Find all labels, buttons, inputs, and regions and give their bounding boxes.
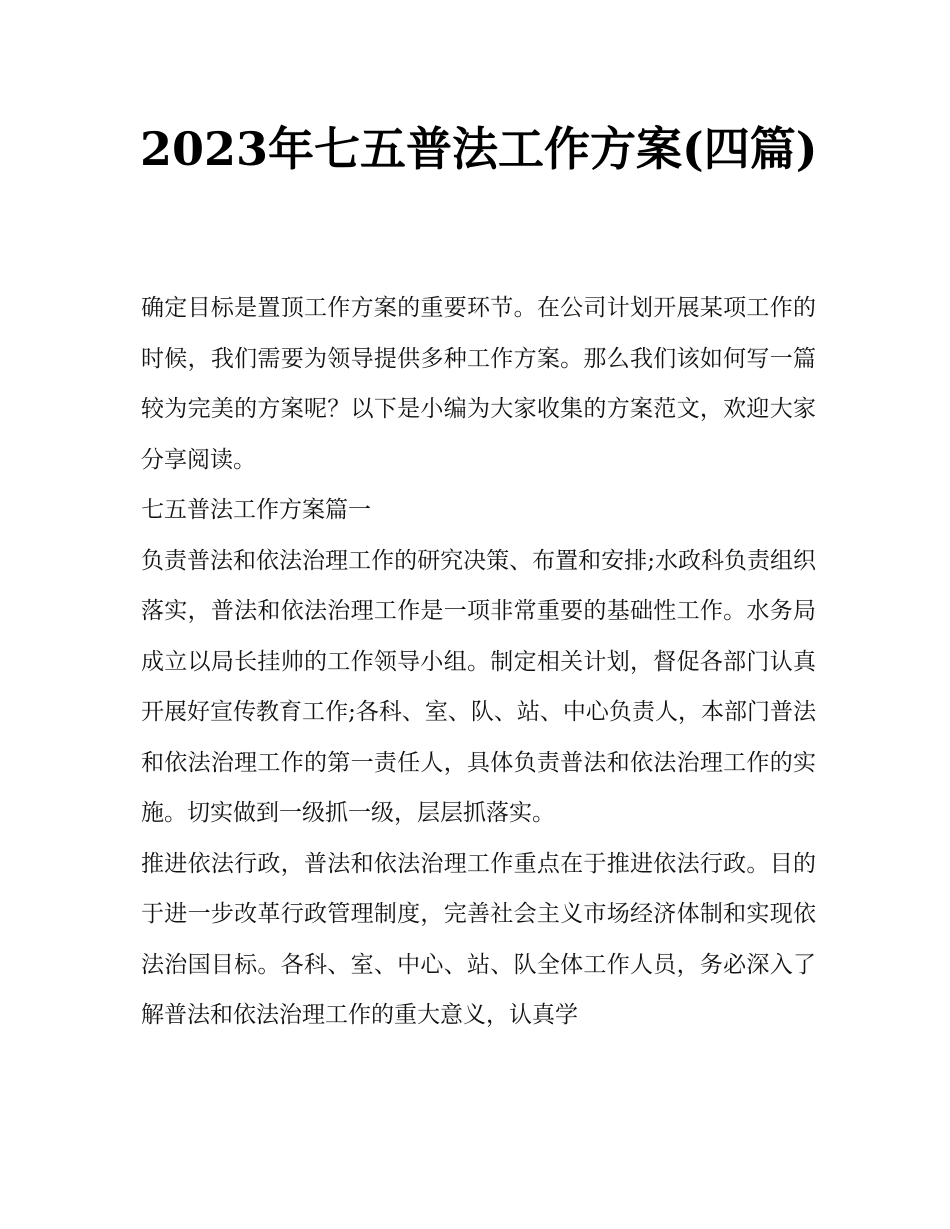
intro-paragraph: 确定目标是置顶工作方案的重要环节。在公司计划开展某项工作的时候，我们需要为领导提供多种工作方案。那么我们该如何写一篇较为完美的方案呢？以下是小编为大家收集的方案范文，欢迎大家分享阅读。: [141, 295, 816, 473]
section-heading: 七五普法工作方案篇一: [141, 497, 371, 523]
document-title: 2023年七五普法工作方案(四篇): [140, 122, 818, 176]
document-body: [141, 283, 816, 1041]
body-paragraph: 推进依法行政，普法和依法治理工作重点在于推进依法行政。目的于进一步改革行政管理制度，完善社会主义市场经济体制和实现依法治国目标。各科、室、中心、站、队全体工作人员，务必深入了解普法和依法治理工作的重大意义，认真学: [141, 850, 816, 1028]
body-paragraph: 负责普法和依法治理工作的研究决策、布置和安排;水政科负责组织落实，普法和依法治理工作是一项非常重要的基础性工作。水务局成立以局长挂帅的工作领导小组。制定相关计划，督促各部门认真开展好宣传教育工作;各科、室、队、站、中心负责人，本部门普法和依法治理工作的第一责任人，具体负责普法和依法治理工作的实施。切实做到一级抓一级，层层抓落实。: [141, 547, 816, 826]
